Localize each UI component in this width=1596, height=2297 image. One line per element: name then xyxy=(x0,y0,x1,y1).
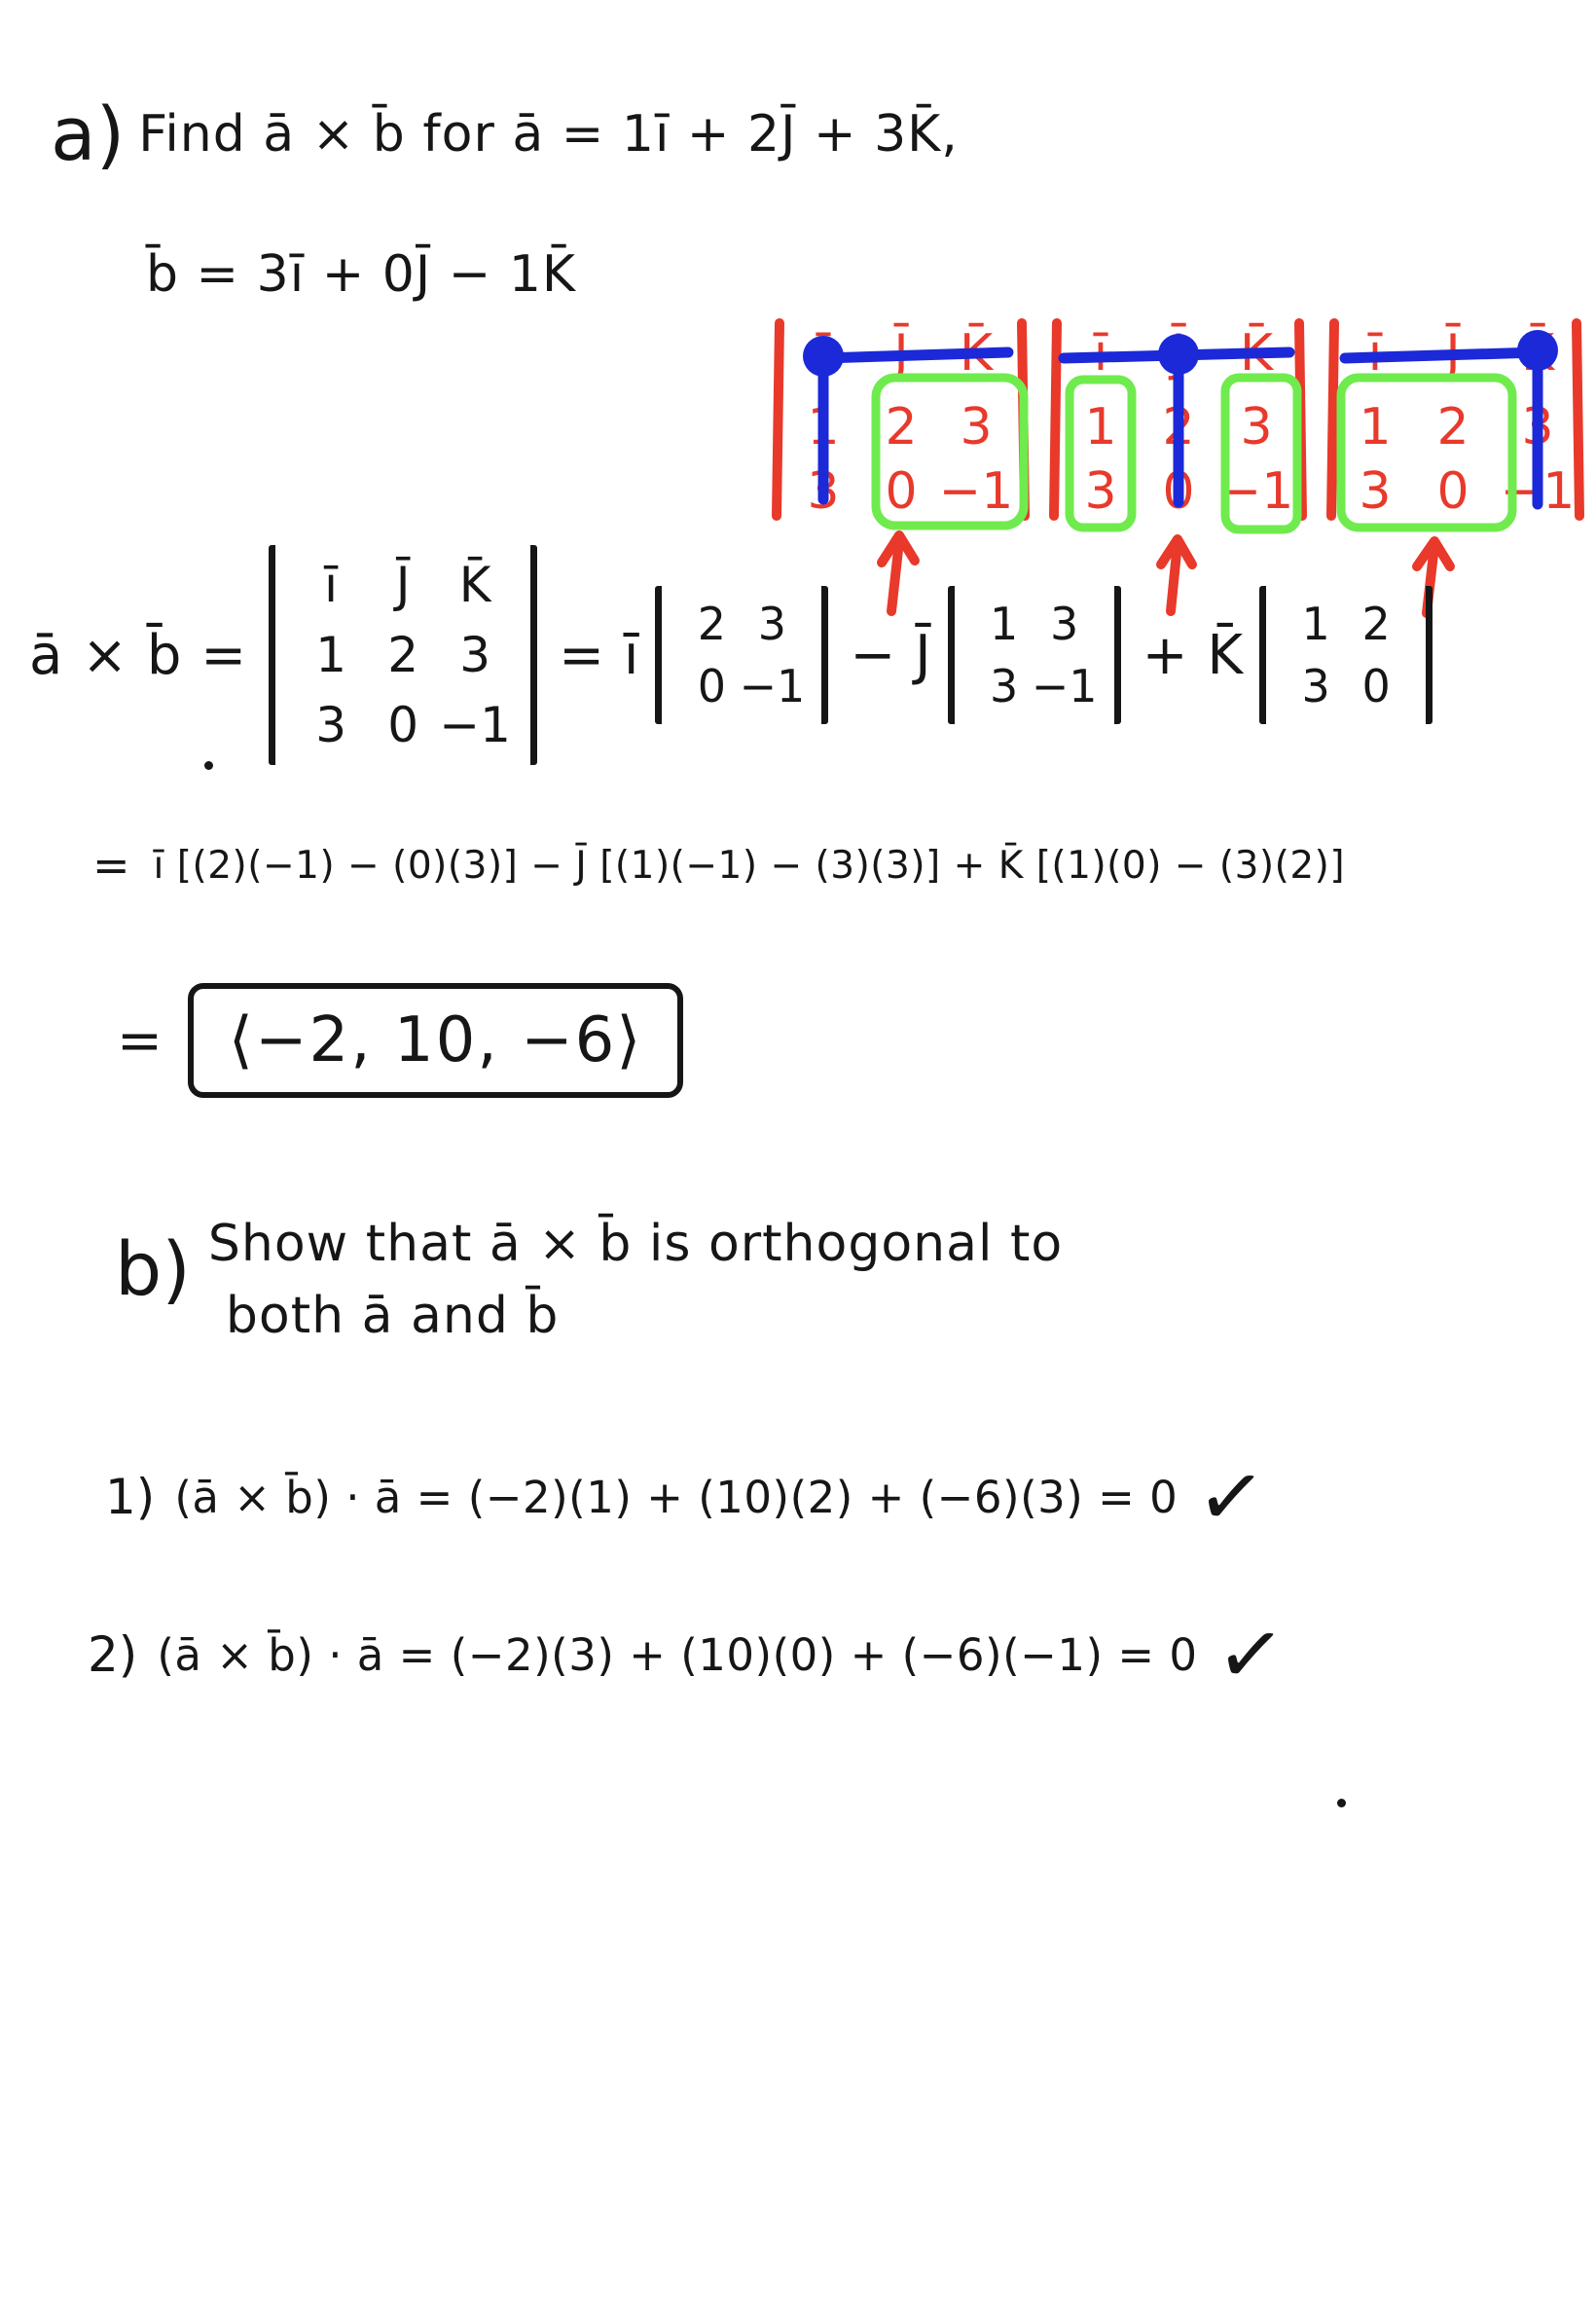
expansion-text: ī [(2)(−1) − (0)(3)] − J̄ [(1)(−1) − (3)(3)] + K̄ [(1)(0) − (3)(2)] xyxy=(153,843,1346,888)
matrix-cell: 3 xyxy=(1240,398,1273,456)
det-cell: 1 xyxy=(315,627,347,683)
cofactor-term-j xyxy=(850,586,1120,724)
pivot-dot xyxy=(1158,334,1199,375)
matrix-cell: −1 xyxy=(938,462,1014,521)
matrix-cell: 1 xyxy=(1084,398,1117,456)
matrix-cell: 3 xyxy=(1359,462,1392,521)
problem-a-heading xyxy=(51,91,959,177)
pen-dot xyxy=(204,761,213,770)
row-strike-line xyxy=(823,352,1008,358)
matrix-cell: 2 xyxy=(1436,398,1469,456)
matrix-cell: K̄ xyxy=(1239,324,1274,383)
term-prefix: − J̄ xyxy=(850,623,932,687)
matrix-cell: −1 xyxy=(1500,462,1576,521)
cross-product-equation xyxy=(29,545,1433,765)
det-cell: 3 xyxy=(315,697,347,753)
det-cell: 0 xyxy=(387,697,419,753)
matrix-cell: ī xyxy=(1367,324,1383,383)
det-cell: 3 xyxy=(1301,660,1330,712)
check-row-1 xyxy=(105,1445,1271,1549)
term-prefix: = ī xyxy=(559,623,640,687)
det-cell: ī xyxy=(324,557,339,613)
result-value: ⟨−2, 10, −6⟩ xyxy=(228,1004,643,1076)
vector-b-definition: b̄ = 3ī + 0J̄ − 1K̄ xyxy=(146,245,577,304)
determinant-3x3 xyxy=(269,545,537,765)
term-prefix: + K̄ xyxy=(1142,623,1245,687)
problem-a-prompt: Find ā × b̄ for ā = 1ī + 2J̄ + 3K̄, xyxy=(138,105,959,164)
minor-2x2 xyxy=(655,586,828,724)
check-label: 2) xyxy=(88,1626,138,1683)
pen-dot xyxy=(1337,1799,1346,1807)
det-cell: 2 xyxy=(387,627,419,683)
problem-b-line1: Show that ā × b̄ is orthogonal to xyxy=(207,1215,1064,1273)
det-cell: −1 xyxy=(439,697,511,753)
det-cell: 1 xyxy=(1301,598,1330,650)
result-equals: = xyxy=(117,1008,163,1073)
det-cell: J̄ xyxy=(395,557,411,613)
det-cell: −1 xyxy=(1031,660,1098,712)
check-mark-icon: ✓ xyxy=(1212,1603,1290,1706)
determinant-bar xyxy=(1577,323,1579,516)
det-cell: −1 xyxy=(739,660,806,712)
matrix-cell: 2 xyxy=(885,398,918,456)
det-cell: 2 xyxy=(1361,598,1391,650)
check-label: 1) xyxy=(105,1469,156,1525)
det-cell: 0 xyxy=(1361,660,1391,712)
matrix-cell: 3 xyxy=(1084,462,1117,521)
matrix-cell: J̄ xyxy=(893,324,909,383)
problem-a-label: a) xyxy=(51,91,126,177)
check-row-2 xyxy=(88,1603,1290,1706)
matrix-cell: ī xyxy=(1093,324,1108,383)
det-cell: 3 xyxy=(990,660,1019,712)
det-cell: 3 xyxy=(757,598,787,650)
matrix-cell: 0 xyxy=(885,462,918,521)
check-mark-icon: ✓ xyxy=(1192,1445,1271,1549)
problem-b-line2: both ā and b̄ xyxy=(225,1287,560,1345)
result-line xyxy=(117,983,683,1098)
det-cell: 2 xyxy=(697,598,727,650)
minor-2x2 xyxy=(1259,586,1433,724)
determinant-bar xyxy=(1331,323,1334,516)
det-cell: 3 xyxy=(1050,598,1079,650)
det-cell: 0 xyxy=(697,660,727,712)
det-cell: K̄ xyxy=(458,557,491,613)
det-cell: 3 xyxy=(459,627,491,683)
matrix-cell: −1 xyxy=(1218,462,1294,521)
determinant-bar xyxy=(777,323,780,516)
minor-2x2 xyxy=(948,586,1121,724)
matrix-cell: 3 xyxy=(1521,398,1554,456)
matrix-cell: 0 xyxy=(1162,462,1195,521)
result-box xyxy=(188,983,683,1098)
check-equation: (ā × b̄) · ā = (−2)(3) + (10)(0) + (−6)(−1) = 0 xyxy=(157,1628,1198,1681)
problem-b-heading xyxy=(115,1215,1063,1345)
matrix-cell: 3 xyxy=(807,462,840,521)
pivot-dot xyxy=(1517,330,1558,371)
determinant-bar xyxy=(1054,323,1057,516)
matrix-cell: 3 xyxy=(960,398,993,456)
cofactor-term-i xyxy=(559,586,828,724)
pivot-dot xyxy=(803,336,844,377)
problem-b-label: b) xyxy=(115,1225,191,1312)
matrix-cell: J̄ xyxy=(1445,324,1461,383)
matrix-cell: 2 xyxy=(1162,398,1195,456)
expansion-line xyxy=(92,839,1345,892)
matrix-cell: 1 xyxy=(807,398,840,456)
check-equation: (ā × b̄) · ā = (−2)(1) + (10)(2) + (−6)(3) = 0 xyxy=(174,1471,1179,1523)
det-cell: 1 xyxy=(990,598,1019,650)
matrix-cell: 1 xyxy=(1359,398,1392,456)
matrix-cell: K̄ xyxy=(959,324,994,383)
cofactor-term-k xyxy=(1143,586,1433,724)
expansion-equals: = xyxy=(92,839,130,892)
row-strike-line xyxy=(1345,352,1538,358)
matrix-cell: 0 xyxy=(1436,462,1469,521)
equation-lhs: ā × b̄ = xyxy=(29,623,248,687)
